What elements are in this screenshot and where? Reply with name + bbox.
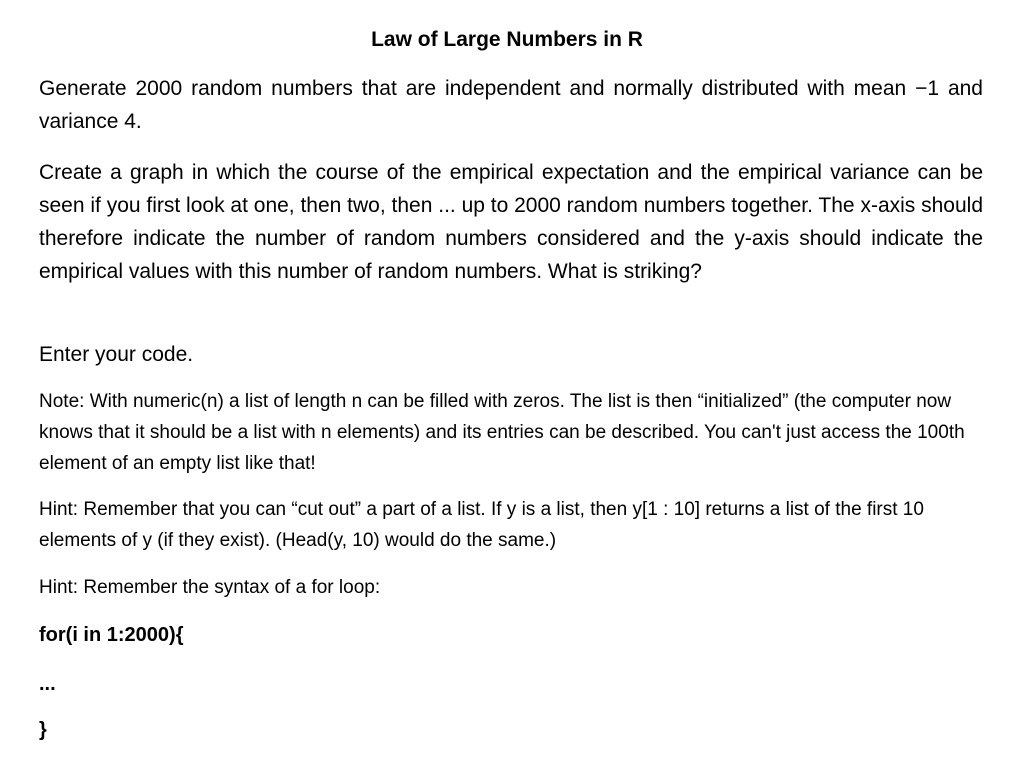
hint-for-loop-paragraph: Hint: Remember the syntax of a for loop: bbox=[39, 577, 381, 598]
enter-code-paragraph: Enter your code. bbox=[39, 343, 194, 366]
task-paragraph: Generate 2000 random numbers that are independent and normally distributed with mean −1 and variance 4. bbox=[39, 77, 983, 133]
code-line-closing-brace: } bbox=[39, 719, 47, 741]
note-paragraph: Note: With numeric(n) a list of length n can be filled with zeros. The list is then “initialized” (the computer now knows that it should be a list with n elements) and its entries can be described. You can't just access the 100th element of an empty list like that! bbox=[39, 391, 965, 474]
hint-slicing-paragraph: Hint: Remember that you can “cut out” a part of a list. If y is a list, then y[1 : 10] returns a list of the first 10 elements of y (if they exist). (Head(y, 10) would do the same.) bbox=[39, 499, 924, 551]
page-title: Law of Large Numbers in R bbox=[371, 28, 643, 51]
code-line-for: for(i in 1:2000){ bbox=[39, 624, 184, 646]
graph-instructions-paragraph: Create a graph in which the course of the empirical expectation and the empirical variance can be seen if you first look at one, then two, then ... up to 2000 random numbers together. The x-axis should therefore indicate the number of random numbers considered and the y-axis should indicate the empirical values with this number of random numbers. What is striking? bbox=[39, 161, 984, 283]
code-line-ellipsis: ... bbox=[39, 673, 56, 695]
